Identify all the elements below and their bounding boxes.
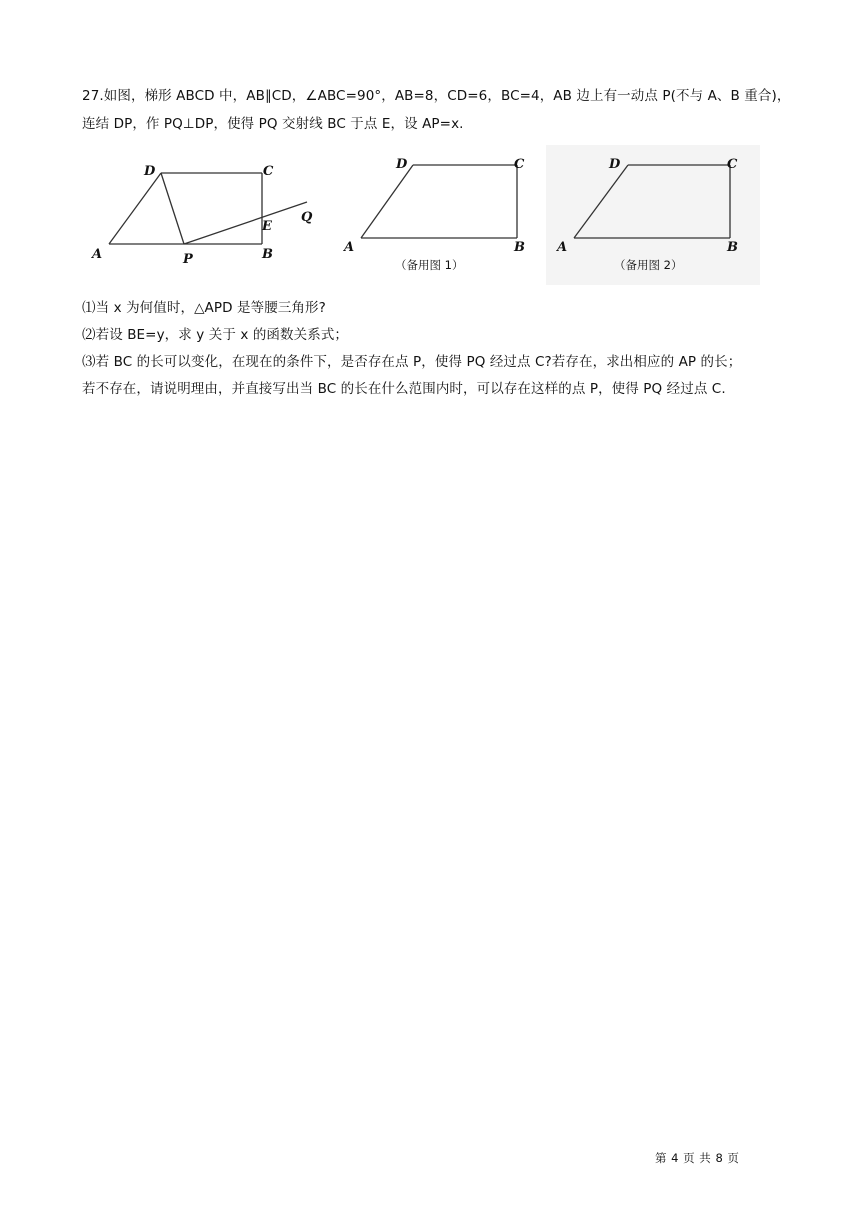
label-D: D [144,164,156,179]
page-number: 第 4 页 共 8 页 [655,1151,740,1165]
problem-intro-line-2: 连结 DP，作 PQ⊥DP，使得 PQ 交射线 BC 于点 E，设 AP=x. [82,116,464,132]
label-C: C [727,157,738,172]
segment-DP [161,173,184,244]
question-3-line-1: ⑶若 BC 的长可以变化，在现在的条件下，是否存在点 P，使得 PQ 经过点 C?若存在，求出相应的 AP 的长； [82,354,742,370]
label-D: D [609,157,621,172]
question-1: ⑴当 x 为何值时，△APD 是等腰三角形? [82,300,326,316]
label-E: E [262,219,272,234]
label-B: B [262,247,273,262]
segment-DA [109,173,161,244]
question-2: ⑵若设 BE=y，求 y 关于 x 的函数关系式； [82,327,349,343]
question-3-line-2: 若不存在，请说明理由，并直接写出当 BC 的长在什么范围内时，可以存在这样的点 P，使得 PQ 经过点 C. [82,381,726,397]
segment-DA [574,165,628,238]
backup-figure-1 [340,152,530,277]
label-Q: Q [301,210,313,225]
caption: （备用图 2） [614,258,683,272]
label-B: B [727,240,738,255]
label-A: A [557,240,568,255]
backup-figure-2 [553,152,753,277]
label-B: B [514,240,525,255]
segment-DA [361,165,413,238]
label-C: C [514,157,525,172]
label-P: P [183,252,193,267]
segment-PQ [184,202,307,244]
label-C: C [263,164,274,179]
label-A: A [344,240,355,255]
label-D: D [396,157,408,172]
main-figure [88,155,323,270]
caption: （备用图 1） [395,258,464,272]
problem-intro-line-1: 27.如图，梯形 ABCD 中，AB∥CD，∠ABC=90°，AB=8，CD=6，BC=4，AB 边上有一动点 P(不与 A、B 重合)， [82,88,791,104]
label-A: A [92,247,103,262]
